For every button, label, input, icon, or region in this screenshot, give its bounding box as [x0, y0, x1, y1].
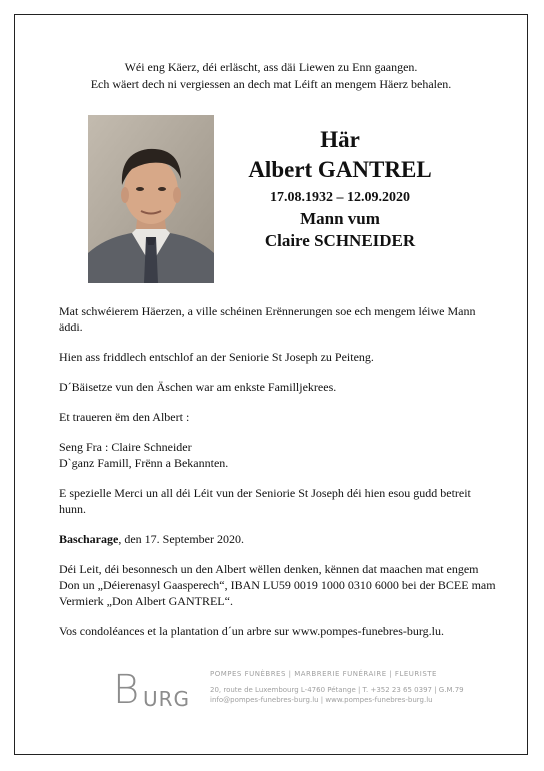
- spouse-name: Claire SCHNEIDER: [264, 231, 416, 250]
- quote-line-1: Wéi eng Käerz, déi erläscht, ass däi Liewen zu Enn gaangen.: [124, 60, 418, 74]
- funeral-home-footer: [107, 667, 464, 717]
- paragraph-mourners: [59, 439, 499, 471]
- paragraph-condolences: Vos condoléances et la plantation d´un arbre sur www.pompes-funebres-burg.lu.: [59, 624, 445, 638]
- paragraph-mourners-intro: Et traueren ëm den Albert :: [59, 410, 190, 424]
- burg-logo: [107, 667, 202, 713]
- honorific: Här: [320, 127, 360, 152]
- quote-line-2: Ech wäert dech ni vergiessen an dech mat Léift an mengem Häerz behalen.: [90, 77, 452, 91]
- life-dates: 17.08.1932 – 12.09.2020: [270, 190, 410, 205]
- obituary-page: [14, 14, 528, 755]
- logo-letter-b: B: [113, 667, 140, 713]
- footer-services: POMPES FUNÈBRES | MARBRERIE FUNÉRAIRE | FLEURISTE: [210, 670, 437, 678]
- deceased-name: Albert GANTREL: [248, 157, 432, 182]
- paragraph-thanks: E spezielle Merci un all déi Léit vun der Seniorie St Joseph déi hien esou gudd betreit hunn.: [59, 486, 471, 516]
- mourner-wife: Seng Fra : Claire Schneider: [59, 440, 192, 454]
- paragraph-farewell: Mat schwéierem Häerzen, a ville schéinen Erënnerungen soe ech mengem léiwe Mann äddi.: [59, 304, 476, 334]
- place-name: Bascharage: [59, 532, 119, 546]
- deceased-info: [225, 125, 455, 252]
- paragraph-passing: Hien ass friddlech entschlof an der Seniorie St Joseph zu Peiteng.: [59, 350, 374, 364]
- portrait-photo: [88, 115, 214, 283]
- date-text: , den 17. September 2020.: [118, 532, 244, 546]
- memorial-quote: [15, 59, 527, 93]
- footer-contact: info@pompes-funebres-burg.lu | www.pompes-funebres-burg.lu: [210, 696, 433, 704]
- footer-address: 20, route de Luxembourg L-4760 Pétange | T. +352 23 65 0397 | G.M.79: [210, 686, 464, 694]
- relation-label: Mann vum: [300, 209, 380, 228]
- logo-letters: URG: [143, 687, 191, 711]
- footer-info: [210, 669, 464, 705]
- obituary-text: [59, 303, 499, 653]
- mourner-family: D`ganz Famill, Frënn a Bekannten.: [59, 456, 229, 470]
- paragraph-donation: Déi Leit, déi besonnesch un den Albert wëllen denken, kënnen dat maachen mat engem Don un „Déierenasyl Gaasperech“, IBAN LU59 0019 1000 0310 6000 bei der BCEE mam Vermierk „Don Albert GANTREL“.: [59, 562, 496, 608]
- paragraph-place-date: [59, 531, 499, 547]
- paragraph-burial: D´Bäisetze vun den Äschen war am enkste Familljekrees.: [59, 380, 337, 394]
